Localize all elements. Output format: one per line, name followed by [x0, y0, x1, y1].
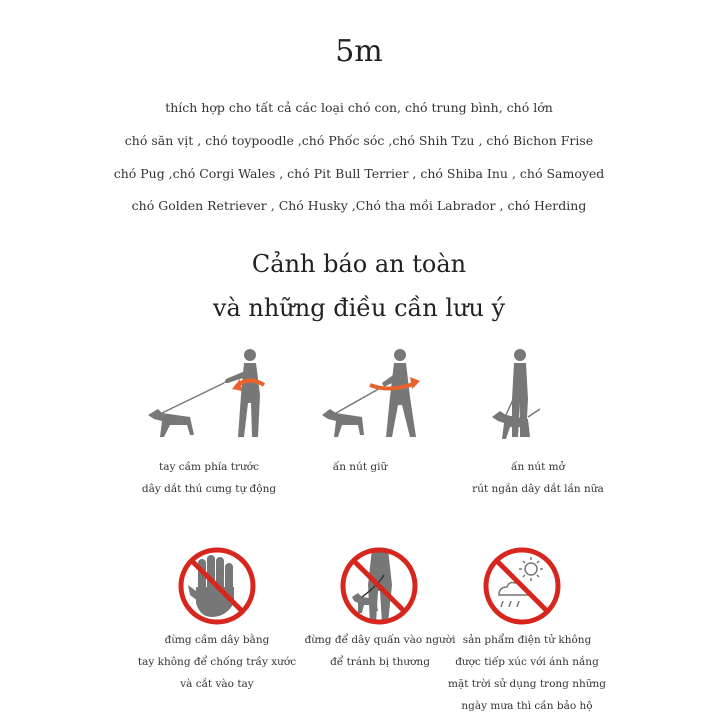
suitable-dogs-line: chó Pug ,chó Corgi Wales , chó Pit Bull Terrier , chó Shiba Inu , chó Samoyed [113, 166, 605, 181]
person-standing-dog-icon [488, 345, 568, 445]
safety-warning-subtitle: và những điều cần lưu ý [212, 294, 506, 322]
person-pulling-dog-icon [140, 345, 280, 445]
no-sun-rain-icon [481, 545, 563, 627]
caption-line: mặt trời sử dụng trong những [448, 678, 606, 690]
person-walking-dog-icon [320, 345, 440, 445]
usage-caption [300, 456, 420, 478]
usage-caption [448, 456, 628, 500]
caption-line: tay cầm phía trước [158, 461, 259, 473]
suitable-dogs-line: thích hợp cho tất cả các loại chó con, chó trung bình, chó lớn [165, 100, 553, 115]
prohibition-caption [437, 629, 617, 717]
caption-line: để tránh bị thương [330, 656, 430, 668]
caption-line: rút ngắn dây dắt lần nữa [472, 483, 604, 495]
caption-line: được tiếp xúc với ánh nắng [455, 656, 599, 668]
safety-warning-title: Cảnh báo an toàn [251, 250, 467, 278]
caption-line: đừng cầm dây bằng [164, 634, 270, 646]
caption-line: tay không để chống trầy xước [137, 656, 297, 668]
caption-line: dây dắt thú cưng tự động [141, 483, 277, 495]
no-leash-wrap-icon [338, 545, 420, 627]
no-hand-grab-icon [176, 545, 258, 627]
caption-line: ấn nút giữ [332, 461, 388, 473]
leash-length-title: 5m [335, 34, 383, 69]
suitable-dogs-line: chó Golden Retriever , Chó Husky ,Chó tha mồi Labrador , chó Herding [131, 198, 587, 213]
caption-line: đừng để dây quấn vào người [304, 634, 456, 646]
caption-line: và cắt vào tay [180, 678, 254, 690]
suitable-dogs-line: chó săn vịt , chó toypoodle ,chó Phốc sóc ,chó Shih Tzu , chó Bichon Frise [124, 133, 594, 148]
prohibition-caption [127, 629, 307, 695]
caption-line: ngày mưa thì cần bảo hộ [461, 700, 593, 712]
caption-line: sản phẩm điện tử không [462, 634, 592, 646]
usage-caption [119, 456, 299, 500]
caption-line: ấn nút mở [511, 461, 565, 473]
